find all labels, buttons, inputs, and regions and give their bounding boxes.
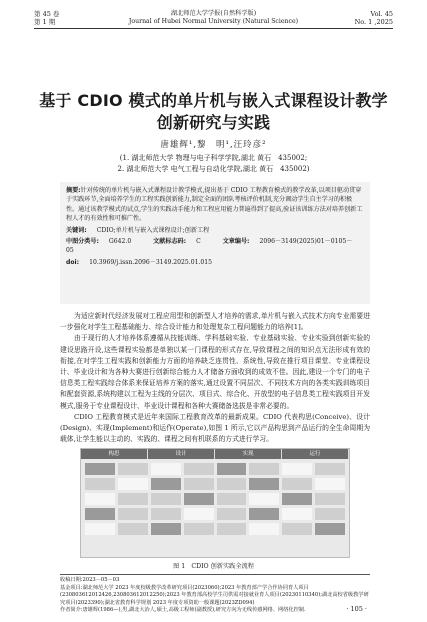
cdio-figure (80, 448, 350, 558)
keywords-label: 关键词: (66, 226, 87, 234)
figure-block (151, 508, 181, 520)
figure-block (118, 478, 148, 490)
figure-block (85, 478, 115, 490)
figure-block (85, 508, 115, 520)
figure-block (118, 508, 148, 520)
figure-block (184, 463, 214, 475)
figure-block (282, 508, 312, 520)
footnote-fund: 基金项目:湖北师范大学 2023 年度校级教学改革研究项目(2023060);2023 年教育部产学合作协同育人项目(230803612012426,230803612012250);2023 年教育部高校学生司供需对接就业育人项目(20230110340);湖北高校省级教学研究项目(2023390);湖北省教育科学规划 2023 年度专项资助一般课题(2023ZD094) (60, 584, 369, 606)
figure-block (118, 463, 148, 475)
footnotes (60, 574, 370, 615)
affiliation-2: 2. 湖北师范大学 电气工程与自动化学院,湖北 黄石 435002) (117, 165, 310, 173)
paragraph-2: 由于现行的人才培养体系遵循从技能训练、学科基础实验、专业基础实验、专业实验到创新实验的建设思路开设,这些课程实验都是单独以某一门课程的形式存在,导致课程之间的知识点无法形成有效的衔接,在对学生工程实践和创新能力方面的培养缺乏连贯性、系统性,导致在推行项目课堂、专业课程设计、毕业设计和为各种大赛进行创新综合能力人才储备方面收到的成效不佳。因此,建设一个专门的电子信息类工程实践综合体系来保证培养方案的落实,通过设置不同层次、不同技术方向的各类实践训练项目和配套资源,系统构建以工程为主线的分层次、项目式、综合化、开放型的电子信息类工程实践项目开发模式,服务于专业课程设计、毕业设计课程和各种大赛储备选拔是非常必要的。 (60, 334, 370, 410)
figure-diagram-grid (85, 463, 345, 551)
clc-value: G642.0 (108, 238, 132, 246)
abstract (66, 186, 364, 224)
figure-block (249, 508, 279, 520)
figure-stage-header (81, 449, 349, 459)
abstract-text: 针对传统的单片机与嵌入式课程设计教学模式,提出基于 CDIO 工程教育模式的教学改革,以项目驱动贯穿于实践环节,全面培养学生的工程实践创新能力,制定全面的团队考核评价机制,充分调动学生自主学习的积极性。通过该教学模式的试点,学生的实践动手能力和工程应用能力普遍得到了提高,验证该训练方法对培养创新工程人才的有效性和可推广性。 (66, 187, 363, 223)
doc-code-label: 文献标志码: (153, 238, 187, 246)
clc-label: 中图分类号: (66, 238, 99, 246)
stage-implement: 实现 (215, 449, 282, 459)
figure-block (151, 523, 181, 535)
figure-block (85, 463, 115, 475)
volume-left (34, 10, 59, 26)
figure-block (315, 493, 345, 505)
stage-conceive: 构思 (81, 449, 148, 459)
volume-en: Vol. 45 (370, 10, 393, 18)
paragraph-3: CDIO 工程教育模式是近年来国际工程教育改革的最新成果。CDIO 代表构思(Conceive)、设计(Design)、实现(Implement)和运作(Operate),如图 1 所示,它以产品构思到产品运行的全生命周期为载体,让学生能以主动的、实践的、课程之间有机联系的方式进行学习。 (60, 412, 370, 444)
paragraph-1: 为适应新时代经济发展对工程应用型和创新型人才培养的需求,单片机与嵌入式技术方向专业需要进一步强化对学生工程基础能力、综合设计能力和处理复杂工程问题能力的培养[1]。 (60, 312, 370, 332)
footnote-author: 作者简介:唐雄辉(1986—),男,湖北大冶人,硕士,高级工程师(副教授),研究方向为无线传感网络、网络化控制. (60, 607, 306, 614)
abstract-box (60, 182, 370, 304)
abstract-label: 摘要: (66, 187, 81, 194)
author-list: 唐雄辉¹,黎 明¹,汪玲彦² (160, 140, 267, 150)
header-rule (34, 28, 393, 29)
keywords-text: CDIO;单片机与嵌入式课程设计;创新工程 (96, 226, 210, 234)
figure-block (85, 493, 115, 505)
figure-block (151, 478, 181, 490)
classification-row (66, 237, 364, 256)
figure-block (184, 493, 214, 505)
body-text (60, 311, 370, 445)
figure-block (249, 493, 279, 505)
figure-block (282, 478, 312, 490)
figure-block (282, 493, 312, 505)
affiliation-1: (1. 湖北师范大学 物理与电子科学学院,湖北 黄石 435002; (119, 154, 308, 162)
figure-block (184, 508, 214, 520)
issue-number: 第 1 期 (34, 18, 56, 26)
figure-block (217, 478, 247, 490)
figure-block (249, 523, 279, 535)
figure-block (151, 463, 181, 475)
article-no-label: 文章编号: (222, 238, 250, 246)
volume-number: 第 45 卷 (34, 10, 60, 18)
figure-block (217, 463, 247, 475)
figure-block (315, 478, 345, 490)
keywords (66, 226, 364, 235)
doi-value[interactable]: 10.3969/j.issn.2096－3149.2025.01.015 (89, 258, 213, 266)
figure-block (249, 463, 279, 475)
figure-block (315, 508, 345, 520)
figure-block (315, 463, 345, 475)
figure-block (282, 523, 312, 535)
article-no-value: 2096－3149(2025)01－0105－05 (66, 238, 353, 255)
doi-label: doi: (66, 258, 80, 266)
figure-block (282, 463, 312, 475)
stage-design: 设计 (148, 449, 215, 459)
figure-block (85, 523, 115, 535)
figure-block (249, 478, 279, 490)
affiliations (0, 153, 427, 175)
figure-block (217, 493, 247, 505)
journal-name-cn: 湖北师范大学学报(自然科学版) (170, 10, 257, 17)
title-line-2: 创新研究与实践 (156, 113, 271, 132)
page-number: · 105 · (346, 605, 367, 613)
doc-code-value: C (196, 238, 201, 246)
doi-row (66, 258, 364, 267)
running-header (0, 8, 427, 38)
journal-name (120, 10, 307, 26)
figure-block (217, 523, 247, 535)
journal-name-en: Journal of Hubei Normal University (Natural Science) (128, 18, 299, 25)
figure-caption: 图 1 CDIO 创新实践全流程 (173, 563, 254, 570)
figure-block (118, 493, 148, 505)
volume-right (355, 10, 393, 26)
title-line-1: 基于 CDIO 模式的单片机与嵌入式课程设计教学 (39, 91, 388, 110)
figure-block (184, 523, 214, 535)
paper-title (30, 90, 397, 134)
figure-block (184, 478, 214, 490)
footnote-received: 收稿日期:2023－05－03 (60, 577, 120, 583)
stage-operate: 运行 (282, 449, 349, 459)
figure-block (118, 523, 148, 535)
figure-block (151, 493, 181, 505)
figure-block (217, 508, 247, 520)
issue-en: No. 1 ,2025 (354, 18, 393, 26)
figure-block (315, 523, 345, 535)
